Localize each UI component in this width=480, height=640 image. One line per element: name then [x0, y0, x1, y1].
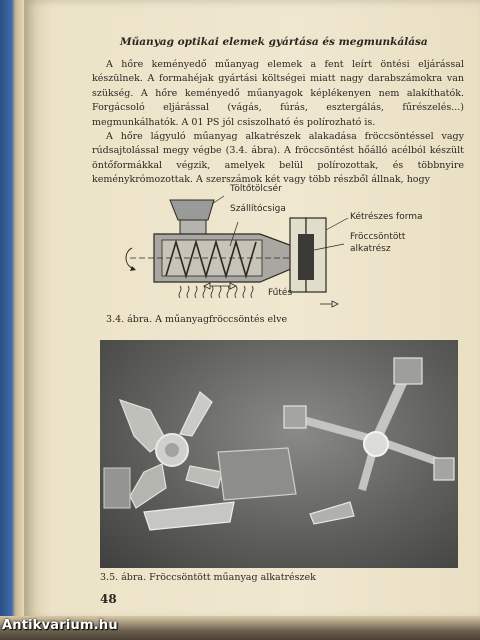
label-screw: Szállítócsiga: [230, 204, 286, 214]
mold-leader: [326, 218, 348, 230]
book-cover-edge: [0, 0, 26, 640]
stroke-arrow-icon: [230, 283, 236, 289]
body-text: [92, 58, 464, 188]
cross-part-left: [104, 392, 222, 508]
label-part-line1: Fröccsöntött: [350, 232, 406, 242]
label-part-line2: alkatrész: [350, 244, 391, 254]
figure-35-caption: 3.5. ábra. Fröccsöntött műanyag alkatrészek: [100, 572, 316, 583]
mold-open-arrow-icon: [332, 301, 338, 307]
label-mold: Kétrészes forma: [350, 212, 423, 222]
figure-34-caption: 3.4. ábra. A műanyagfröccsöntés elve: [106, 314, 288, 325]
hopper-neck: [180, 220, 206, 234]
small-prism: [310, 502, 354, 524]
paragraph-1: A hőre keményedő műanyag elemek a fent leírt öntési eljárással készülnek. A formahéjak gyártási költségei miatt nagy darabszámokra van szükség. A hőre keményedő műanyagok képlékenyen nem alakíthatók. Forgácsoló eljárással (vágás, fúrás, esztergálás, fűrészelés...) megmunkálhatók. A 01 PS jól csiszolható és polírozható is.: [92, 59, 464, 128]
watermark: Antikvarium.hu: [2, 618, 118, 633]
heating-waves: [179, 286, 253, 298]
molded-parts-illustration: [100, 340, 458, 568]
cross-part-right: [284, 358, 454, 490]
label-hopper: Töltőtölcsér: [230, 184, 282, 194]
page-number: 48: [100, 592, 117, 606]
hopper-shape: [170, 200, 214, 220]
molded-part: [298, 234, 314, 280]
injection-molding-diagram: [110, 178, 460, 318]
rotation-arrow-icon: [130, 266, 136, 271]
wedge-prism: [144, 502, 234, 530]
paragraph-2: A hőre lágyuló műanyag alkatrészek alakadása fröccsöntéssel vagy rúdsajtolással megy végbe (3.4. ábra). A fröccsöntést hőálló acélból készült öntőformákkal végzik, amelyek belül polírozottak, és többnyire keménykrómozottak. A szerszámok két vagy több részből állnak, hogy: [92, 131, 464, 186]
molded-parts-photo: [100, 340, 458, 568]
flat-plate: [218, 448, 296, 500]
label-heating: Fűtés: [268, 288, 293, 298]
running-head: Műanyag optikai elemek gyártása és megmunkálása: [120, 36, 428, 48]
